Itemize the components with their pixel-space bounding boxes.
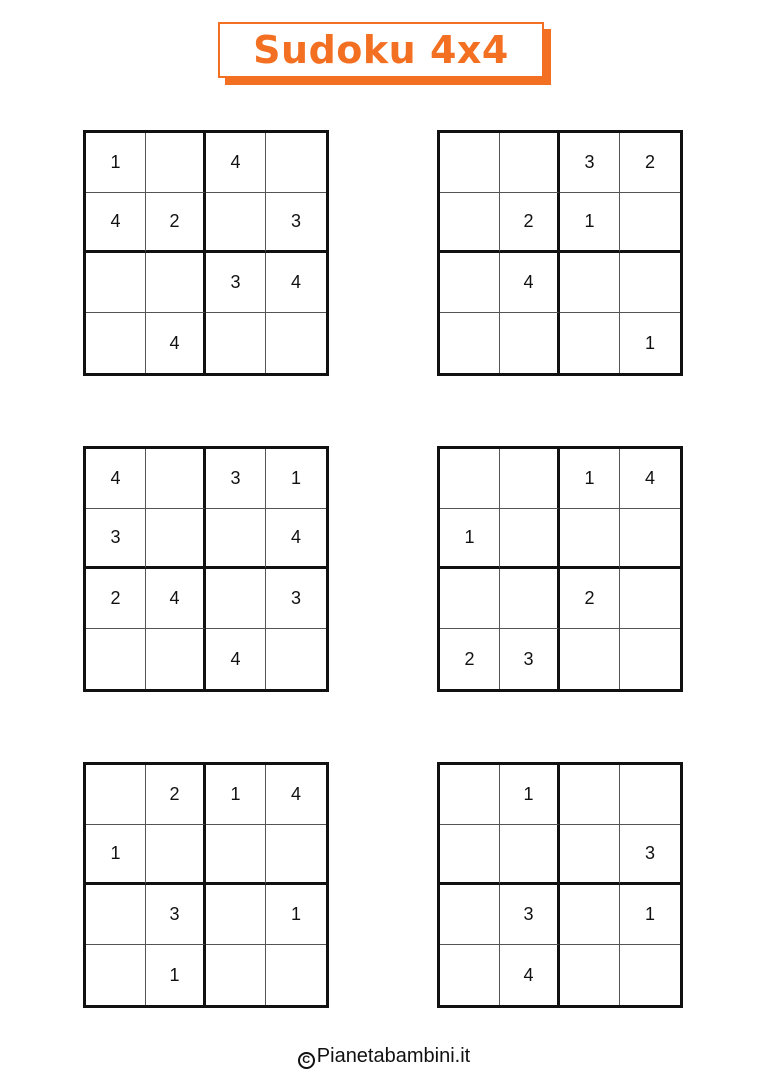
- sudoku-cell[interactable]: [500, 825, 560, 885]
- sudoku-cell[interactable]: [86, 629, 146, 689]
- sudoku-cell[interactable]: 3: [620, 825, 680, 885]
- sudoku-cell[interactable]: [206, 313, 266, 373]
- sudoku-cell[interactable]: 1: [644, 332, 655, 353]
- sudoku-cell[interactable]: [620, 569, 680, 629]
- sudoku-cell[interactable]: [620, 253, 680, 313]
- sudoku-cell[interactable]: [440, 133, 500, 193]
- sudoku-cell[interactable]: [620, 765, 680, 825]
- sudoku-cell[interactable]: 4: [266, 253, 326, 313]
- sudoku-cell[interactable]: 3: [266, 569, 326, 629]
- sudoku-cell[interactable]: [86, 765, 146, 825]
- sudoku-cell[interactable]: [86, 885, 146, 945]
- sudoku-cell[interactable]: 1: [86, 133, 146, 193]
- sudoku-cell[interactable]: [206, 825, 266, 885]
- sudoku-cell[interactable]: [266, 133, 326, 193]
- sudoku-cell[interactable]: 4: [206, 133, 266, 193]
- sudoku-cell[interactable]: [146, 449, 206, 509]
- sudoku-cell[interactable]: 1: [500, 765, 560, 825]
- sudoku-cell[interactable]: 2: [500, 193, 560, 253]
- sudoku-cell[interactable]: [206, 885, 266, 945]
- sudoku-cell[interactable]: [440, 193, 500, 253]
- sudoku-cell[interactable]: [206, 509, 266, 569]
- sudoku-cell[interactable]: 3: [86, 509, 146, 569]
- sudoku-cell[interactable]: 2: [86, 569, 146, 629]
- sudoku-cell[interactable]: 1: [560, 193, 620, 253]
- sudoku-cell[interactable]: 4: [266, 765, 326, 825]
- sudoku-cell[interactable]: [206, 569, 266, 629]
- sudoku-grid-4: [437, 446, 683, 692]
- sudoku-cell[interactable]: [620, 509, 680, 569]
- sudoku-cell[interactable]: 3: [146, 885, 206, 945]
- sudoku-cell[interactable]: [146, 629, 206, 689]
- sudoku-cell[interactable]: [560, 825, 620, 885]
- footer: [0, 1045, 768, 1069]
- sudoku-cell[interactable]: [146, 509, 206, 569]
- sudoku-cell[interactable]: [500, 509, 560, 569]
- sudoku-cell[interactable]: [560, 885, 620, 945]
- sudoku-cell[interactable]: [86, 313, 146, 373]
- sudoku-cell[interactable]: 3: [266, 193, 326, 253]
- sudoku-cell[interactable]: [500, 313, 560, 373]
- sudoku-cell[interactable]: [440, 825, 500, 885]
- sudoku-grid-1: [83, 130, 329, 376]
- sudoku-cell[interactable]: [500, 449, 560, 509]
- sudoku-cell[interactable]: [206, 193, 266, 253]
- sudoku-grid-2: [437, 130, 683, 376]
- sudoku-cell[interactable]: [146, 133, 206, 193]
- sudoku-cell[interactable]: 2: [146, 765, 206, 825]
- sudoku-cell[interactable]: [440, 253, 500, 313]
- sudoku-cell[interactable]: [440, 449, 500, 509]
- sudoku-cell[interactable]: [86, 253, 146, 313]
- sudoku-cell[interactable]: 4: [86, 193, 146, 253]
- sudoku-cell[interactable]: [440, 765, 500, 825]
- sudoku-cell[interactable]: 1: [86, 825, 146, 885]
- title-banner: [218, 22, 544, 78]
- sudoku-cell[interactable]: 1: [266, 449, 326, 509]
- sudoku-cell[interactable]: [266, 825, 326, 885]
- sudoku-cell[interactable]: [440, 313, 500, 373]
- sudoku-cell[interactable]: 3: [500, 885, 560, 945]
- sudoku-cell[interactable]: [266, 945, 326, 1005]
- sudoku-cell[interactable]: [620, 945, 680, 1005]
- sudoku-cell[interactable]: 4: [206, 629, 266, 689]
- sudoku-cell[interactable]: [560, 629, 620, 689]
- sudoku-cell[interactable]: 4: [146, 313, 206, 373]
- copyright-icon: C: [298, 1052, 315, 1069]
- sudoku-cell[interactable]: 4: [86, 449, 146, 509]
- sudoku-cell[interactable]: 4: [500, 945, 560, 1005]
- sudoku-cell[interactable]: 4: [620, 449, 680, 509]
- sudoku-cell[interactable]: 3: [206, 253, 266, 313]
- sudoku-cell[interactable]: [266, 629, 326, 689]
- sudoku-cell[interactable]: [620, 629, 680, 689]
- sudoku-cell[interactable]: 3: [500, 629, 560, 689]
- sudoku-cell[interactable]: 1: [620, 885, 680, 945]
- sudoku-cell[interactable]: [560, 765, 620, 825]
- sudoku-cell[interactable]: 2: [440, 629, 500, 689]
- sudoku-cell[interactable]: [500, 133, 560, 193]
- sudoku-cell[interactable]: [440, 885, 500, 945]
- sudoku-cell[interactable]: [560, 509, 620, 569]
- sudoku-cell[interactable]: [500, 569, 560, 629]
- sudoku-cell[interactable]: [440, 569, 500, 629]
- sudoku-cell[interactable]: [146, 825, 206, 885]
- sudoku-cell[interactable]: [560, 313, 620, 373]
- sudoku-cell[interactable]: 1: [146, 945, 206, 1005]
- sudoku-grid-6: [437, 762, 683, 1008]
- sudoku-cell[interactable]: [620, 193, 680, 253]
- sudoku-cell[interactable]: 2: [146, 193, 206, 253]
- sudoku-cell[interactable]: 1: [440, 509, 500, 569]
- sudoku-cell[interactable]: [440, 945, 500, 1005]
- sudoku-cell[interactable]: [206, 945, 266, 1005]
- sudoku-cell[interactable]: 2: [620, 133, 680, 193]
- sudoku-cell[interactable]: 4: [500, 253, 560, 313]
- sudoku-cell[interactable]: [146, 253, 206, 313]
- sudoku-grid-3: [83, 446, 329, 692]
- sudoku-cell[interactable]: 3: [206, 449, 266, 509]
- sudoku-cell[interactable]: 3: [560, 133, 620, 193]
- sudoku-cell[interactable]: [86, 945, 146, 1005]
- title-box: [218, 22, 544, 78]
- sudoku-cell[interactable]: 1: [266, 885, 326, 945]
- sudoku-grid-5: [83, 762, 329, 1008]
- sudoku-cell[interactable]: [266, 313, 326, 373]
- sudoku-cell[interactable]: 4: [266, 509, 326, 569]
- sudoku-cell[interactable]: [560, 253, 620, 313]
- sudoku-cell[interactable]: 2: [560, 569, 620, 629]
- sudoku-cell[interactable]: 1: [560, 449, 620, 509]
- page-title: Sudoku 4x4: [253, 28, 509, 72]
- sudoku-cell[interactable]: 1: [206, 765, 266, 825]
- sudoku-cell[interactable]: 4: [146, 569, 206, 629]
- footer-text: Pianetabambini.it: [316, 1045, 471, 1067]
- sudoku-cell[interactable]: [560, 945, 620, 1005]
